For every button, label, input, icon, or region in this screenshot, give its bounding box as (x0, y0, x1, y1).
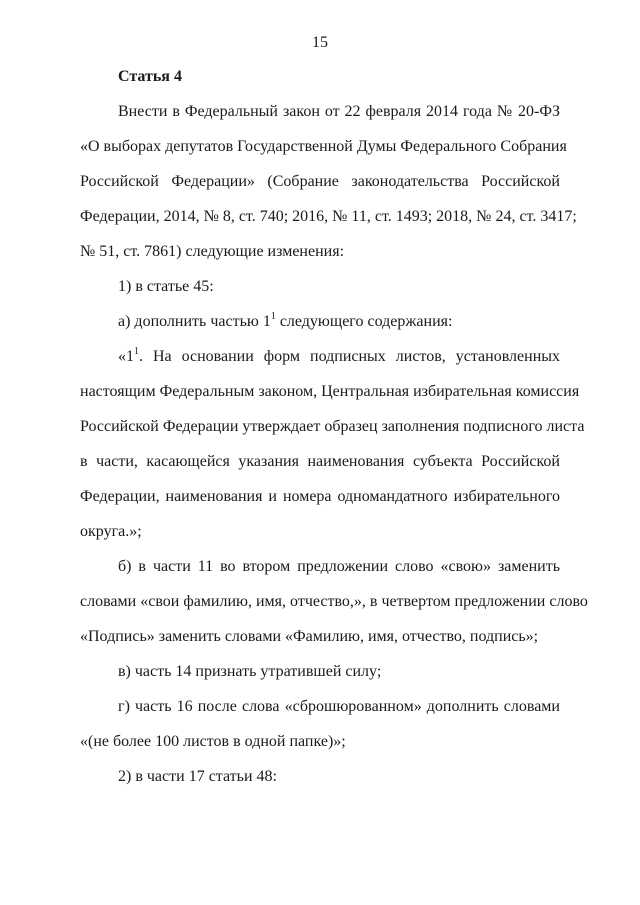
paragraph-line: Российской Федерации» (Собрание законодательства Российской (80, 173, 560, 190)
item-line (118, 312, 560, 332)
quote-line: в части, касающейся указания наименования субъекта Российской (80, 453, 560, 470)
item-line: б) в части 11 во втором предложении слово «свою» заменить (118, 558, 560, 575)
paragraph-line: Внести в Федеральный закон от 22 февраля 2014 года № 20-ФЗ (118, 103, 560, 120)
item-line: 1) в статье 45: (118, 278, 214, 295)
quote-line: округа.»; (80, 523, 142, 540)
text-fragment: следующего содержания: (275, 313, 453, 330)
item-line: 2) в части 17 статьи 48: (118, 768, 277, 785)
item-line: в) часть 14 признать утратившей силу; (118, 663, 382, 680)
page-number: 15 (312, 34, 328, 51)
quote-line (118, 347, 560, 367)
item-line: словами «свои фамилию, имя, отчество,», в четвертом предложении слово (80, 593, 588, 610)
paragraph-line: «О выборах депутатов Государственной Думы Федерального Собрания (80, 138, 567, 155)
item-line: «(не более 100 листов в одной папке)»; (80, 733, 346, 750)
article-heading: Статья 4 (118, 68, 182, 85)
item-line: «Подпись» заменить словами «Фамилию, имя, отчество, подпись»; (80, 628, 539, 645)
superscript: 1 (134, 346, 139, 357)
text-fragment: «1 (118, 348, 134, 365)
text-fragment: . На основании форм подписных листов, установленных (139, 348, 560, 365)
quote-line: Российской Федерации утверждает образец заполнения подписного листа (80, 418, 585, 435)
quote-line: настоящим Федеральным законом, Центральная избирательная комиссия (80, 383, 580, 400)
superscript: 1 (270, 311, 276, 322)
text-fragment: а) дополнить частью 1 (118, 313, 271, 330)
paragraph-line: Федерации, 2014, № 8, ст. 740; 2016, № 11, ст. 1493; 2018, № 24, ст. 3417; (80, 208, 577, 225)
paragraph-line: № 51, ст. 7861) следующие изменения: (80, 243, 345, 260)
quote-line: Федерации, наименования и номера одномандатного избирательного (80, 488, 560, 505)
item-line: г) часть 16 после слова «сброшюрованном» дополнить словами (118, 698, 560, 715)
